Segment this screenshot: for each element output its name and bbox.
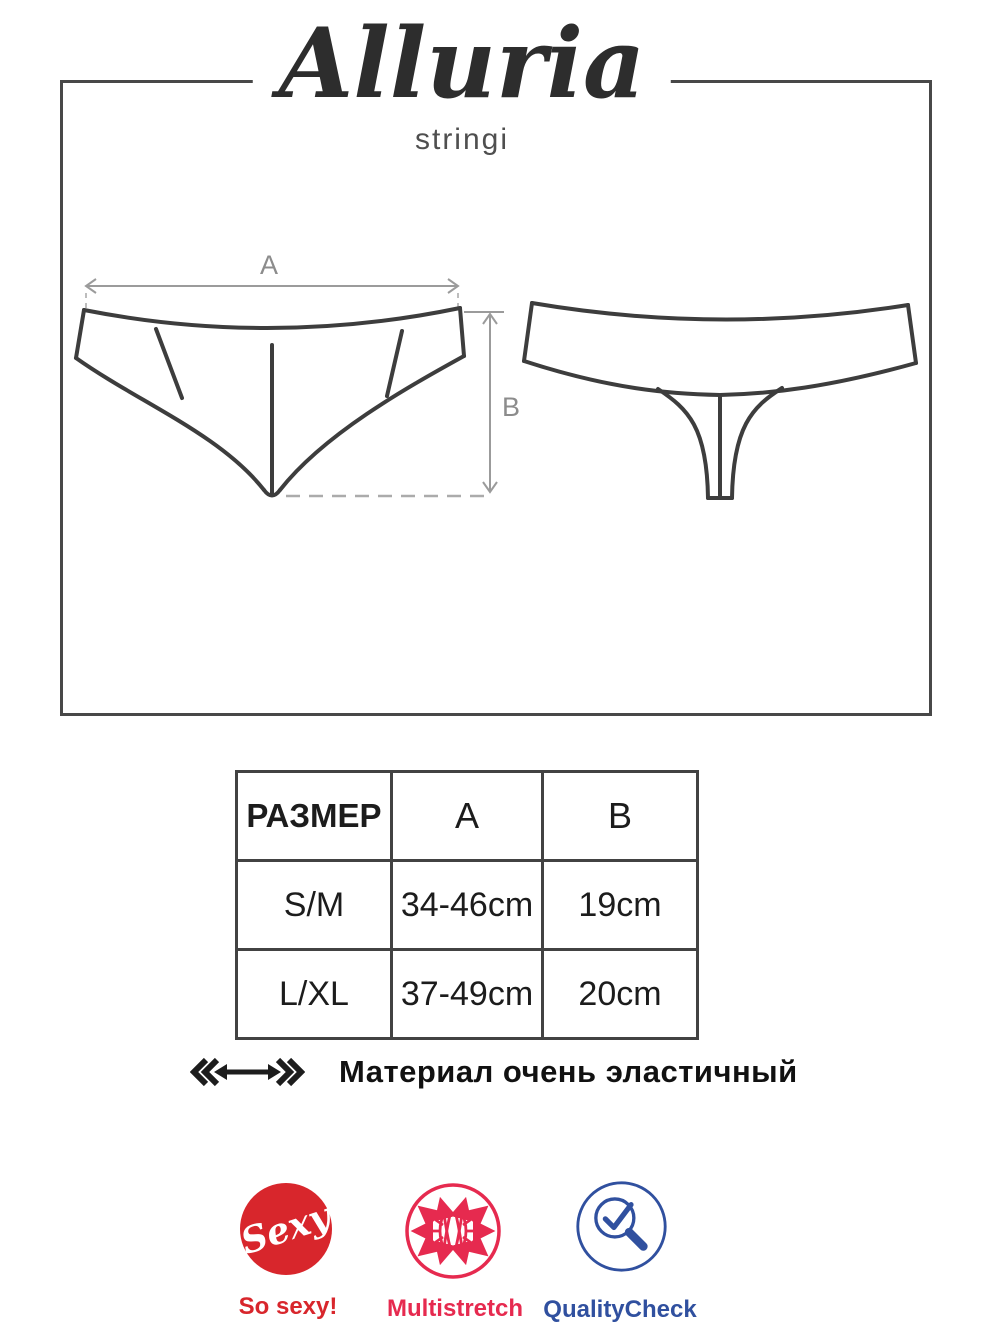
back-view-diagram [520,295,920,505]
size-table-header-b: B [543,772,698,861]
panty-front-outline [76,308,464,496]
sexy-badge-icon [236,1183,336,1275]
a-value-cell: 37-49cm [392,950,543,1039]
size-table-header-a: A [392,772,543,861]
brand-logo [253,0,671,156]
b-value-cell: 20cm [543,950,698,1039]
sexy-circle-text: Sexy [236,1194,336,1264]
brand-subtitle: stringi [414,123,510,156]
dimension-b-arrow [286,312,504,496]
multistretch-icon [403,1181,503,1281]
multistretch-label: Multistretch [386,1295,524,1322]
front-view-diagram [72,250,522,515]
qualitycheck-icon [574,1179,669,1274]
a-value-cell: 34-46cm [392,861,543,950]
material-note-text: Материал очень эластичный [339,1054,798,1089]
panty-back-outline [524,303,916,498]
size-table-row-sm [237,861,698,950]
dimension-a-label: A [259,250,279,280]
brand-name: Alluria [278,7,646,120]
size-table-row-lxl [237,950,698,1039]
size-table-header-row [237,772,698,861]
size-table [235,770,699,1040]
size-cell: S/M [237,861,392,950]
dimension-b-label: B [502,392,521,422]
b-value-cell: 19cm [543,861,698,950]
dimension-a-arrow [86,279,458,310]
size-table-header-size: РАЗМЕР [237,772,392,861]
size-cell: L/XL [237,950,392,1039]
stretch-arrow-icon [190,1056,305,1088]
qualitycheck-label: QualityCheck [543,1296,697,1323]
sexy-badge-label: So sexy! [238,1293,338,1320]
material-note [190,1054,798,1090]
